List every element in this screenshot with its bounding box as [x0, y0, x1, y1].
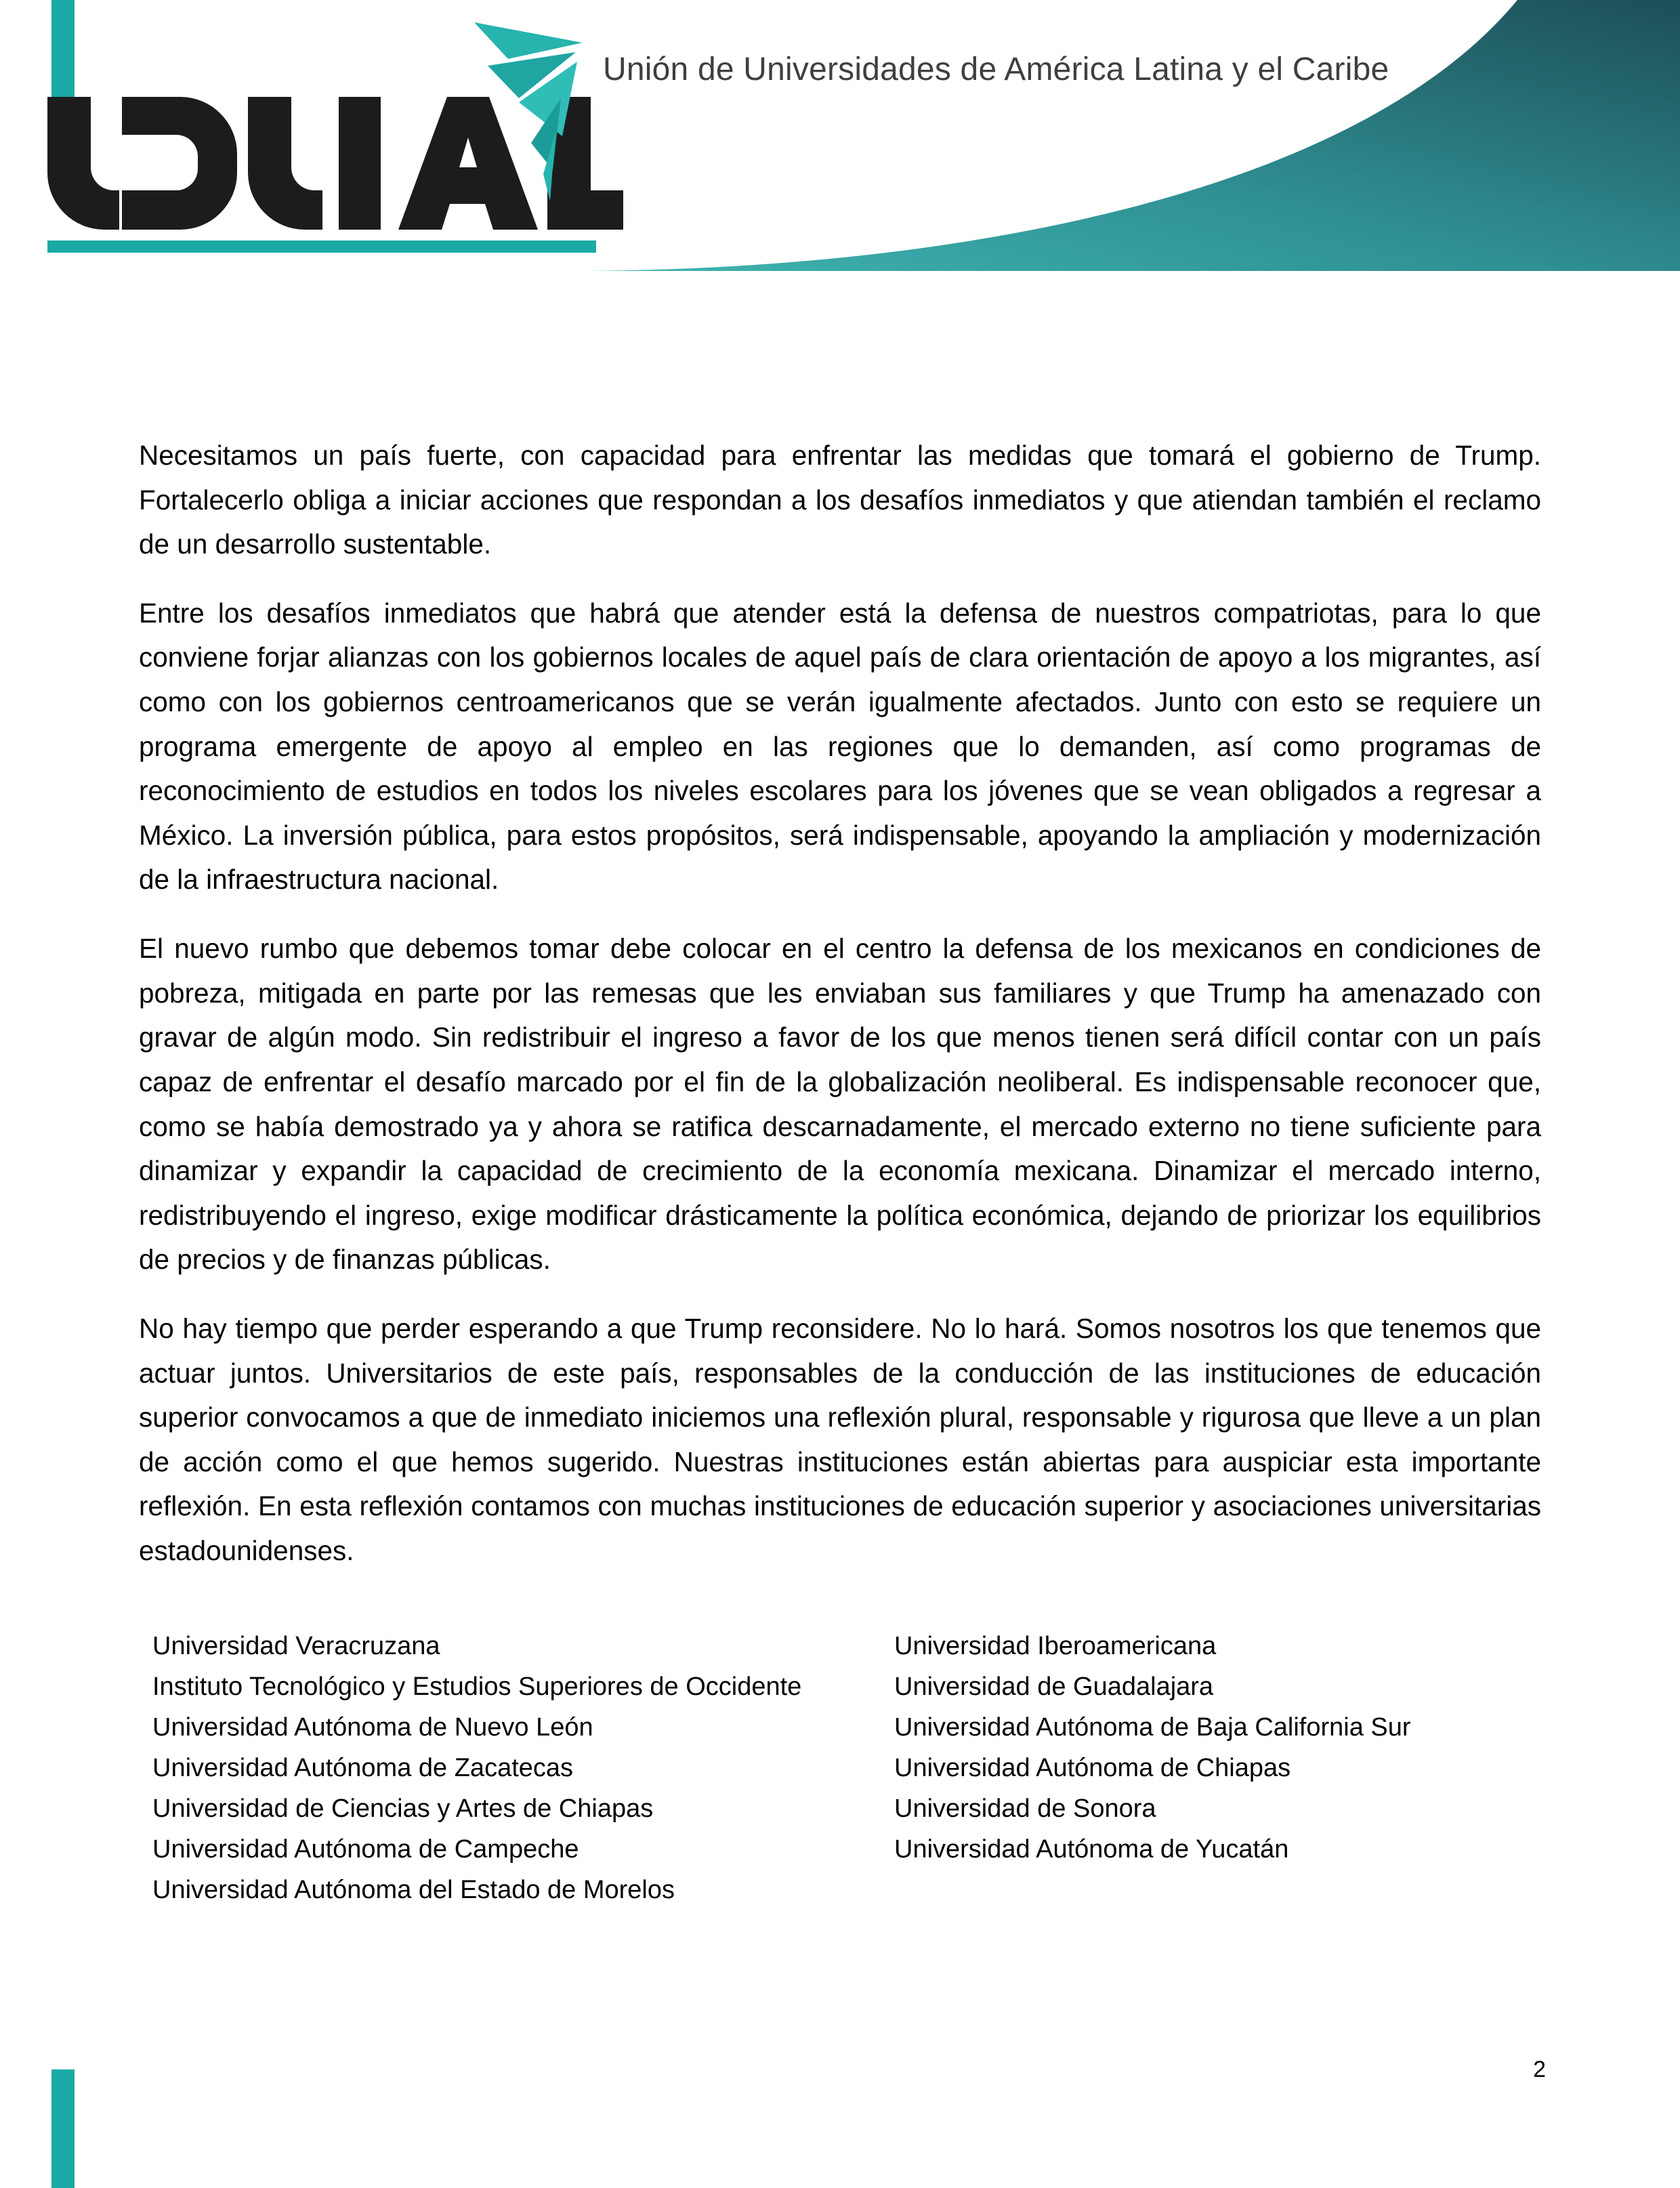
paragraph: No hay tiempo que perder esperando a que Trump reconsidere. No lo hará. Somos nosotros los que tenemos que actuar juntos. Universitarios de este país, responsables de la conducción de las instituciones de educación superior convocamos a que de inmediato iniciemos una reflexión plural, responsable y rigurosa que lleve a un plan de acción como el que hemos sugerido. Nuestras instituciones están abiertas para auspiciar esta importante reflexión. En esta reflexión contamos con muchas instituciones de educación superior y asociaciones universitarias estadounidenses.	[139, 1312, 1541, 1567]
page-number: 2	[1533, 2057, 1546, 2082]
list-item: Universidad Autónoma de Zacatecas	[152, 1754, 574, 1783]
document-body	[139, 434, 1541, 1574]
list-item: Universidad Iberoamericana	[894, 1632, 1217, 1660]
page-header	[0, 0, 1680, 285]
signatories-section	[152, 1626, 1507, 1910]
footer-accent-bar	[51, 2069, 75, 2188]
list-item: Universidad Autónoma de Chiapas	[894, 1754, 1291, 1783]
paragraph: Necesitamos un país fuerte, con capacidad para enfrentar las medidas que tomará el gobierno de Trump. Fortalecerlo obliga a iniciar acciones que respondan a los desafíos inmediatos y que atiendan también el reclamo de un desarrollo sustentable.	[139, 440, 1541, 560]
list-item: Universidad Autónoma de Yucatán	[894, 1835, 1289, 1864]
list-item: Universidad de Guadalajara	[894, 1672, 1214, 1702]
list-item: Universidad Veracruzana	[152, 1632, 440, 1660]
list-item: Universidad de Sonora	[894, 1794, 1156, 1824]
signatories-column-left	[152, 1626, 894, 1910]
signatories-column-right	[894, 1626, 1504, 1910]
list-item: Universidad Autónoma de Campeche	[152, 1835, 579, 1864]
list-item: Instituto Tecnológico y Estudios Superiores de Occidente	[152, 1672, 802, 1702]
header-swoosh-decoration	[569, 0, 1680, 271]
udual-logo	[41, 17, 623, 268]
paragraph: Entre los desafíos inmediatos que habrá que atender está la defensa de nuestros compatriotas, para lo que conviene forjar alianzas con los gobiernos locales de aquel país de clara orientación de apoyo a los migrantes, así como con los gobiernos centroamericanos que se verán igualmente afectados. Junto con esto se requiere un programa emergente de apoyo al empleo en las regiones que lo demanden, así como programas de reconocimiento de estudios en todos los niveles escolares para los jóvenes que se vean obligados a regresar a México. La inversión pública, para estos propósitos, será indispensable, apoyando la ampliación y modernización de la infraestructura nacional.	[139, 597, 1541, 896]
list-item: Universidad Autónoma de Nuevo León	[152, 1713, 593, 1742]
list-item: Universidad de Ciencias y Artes de Chiapas	[152, 1794, 654, 1824]
brand-title: Unión de Universidades de América Latina y el Caribe	[603, 51, 1389, 87]
list-item: Universidad Autónoma de Baja California Sur	[894, 1713, 1411, 1742]
list-item: Universidad Autónoma del Estado de Morelos	[152, 1876, 675, 1905]
paragraph: El nuevo rumbo que debemos tomar debe colocar en el centro la defensa de los mexicanos en condiciones de pobreza, mitigada en parte por las remesas que les enviaban sus familiares y que Trump ha amenazado con gravar de algún modo. Sin redistribuir el ingreso a favor de los que menos tienen será difícil contar con un país capaz de enfrentar el desafío marcado por el fin de la globalización neoliberal. Es indispensable reconocer que, como se había demostrado ya y ahora se ratifica descarnadamente, el mercado externo no tiene suficiente para dinamizar y expandir la capacidad de crecimiento de la economía mexicana. Dinamizar el mercado interno, redistribuyendo el ingreso, exige modificar drásticamente la política económica, dejando de priorizar los equilibrios de precios y de finanzas públicas.	[139, 933, 1541, 1276]
